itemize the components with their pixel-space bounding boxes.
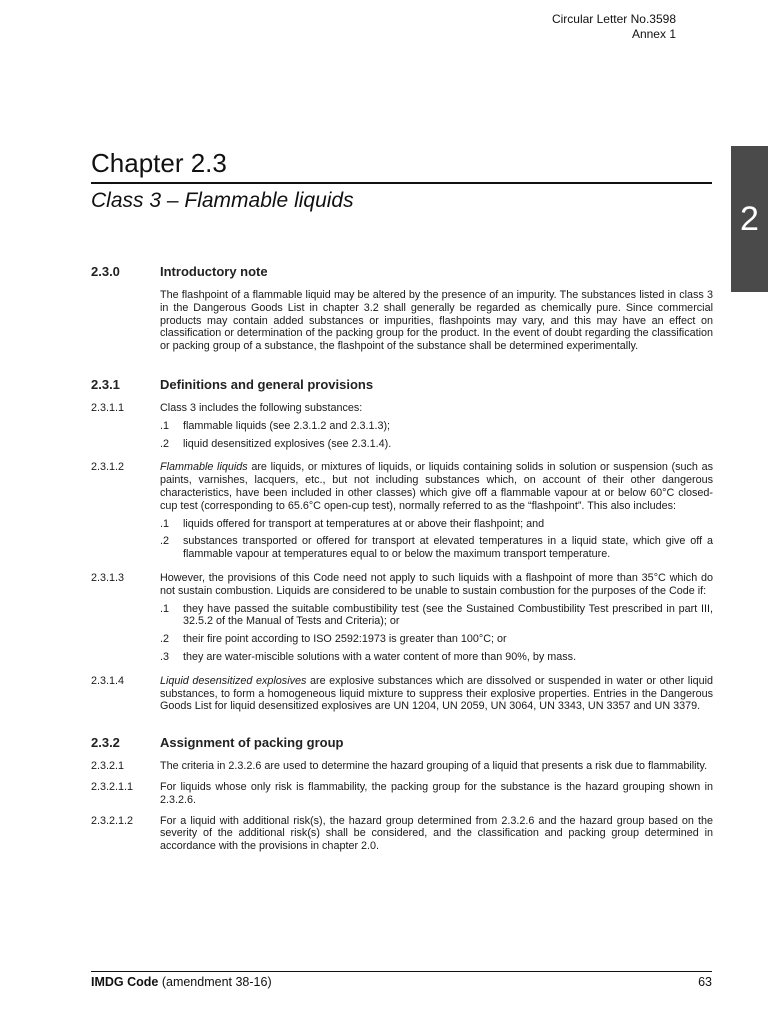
list-item-number: .1	[160, 517, 170, 530]
paragraph-number: 2.3.1.3	[91, 571, 125, 584]
paragraph-text: Liquid desensitized explosives are explosive substances which are dissolved or suspended in water or other liquid substances, to form a homogeneous liquid mixture to suppress their explosive properties. Entries in the Dangerous Goods List for liquid desensitized explosives are UN 1204, UN 2059, UN 3064, UN 3343, UN 3357 and UN 3379.	[160, 674, 714, 713]
footer-amendment: (amendment 38-16)	[158, 975, 272, 989]
paragraph-text: Class 3 includes the following substances:	[160, 401, 363, 414]
list-item	[160, 438, 713, 451]
paragraph-number: 2.3.2.1.2	[91, 814, 134, 827]
list-item-text: substances transported or offered for transport at elevated temperatures in a liquid state, which give off a flammable vapour at temperatures equal to or below the maximum transport temperature.	[183, 535, 713, 561]
defined-term: Liquid desensitized explosives	[160, 674, 307, 687]
paragraph-2-3-1-3	[91, 572, 713, 664]
chapter-title: Chapter 2.3	[91, 148, 227, 178]
paragraph-2-3-1-2	[91, 461, 713, 561]
paragraph-number: 2.3.1.4	[91, 674, 125, 687]
list-item-text: they have passed the suitable combustibility test (see the Sustained Combustibility Test prescribed in part III, 32.5.2 of the Manual of Tests and Criteria); or	[183, 602, 713, 628]
footer-publication	[91, 974, 272, 990]
list-item-text: they are water-miscible solutions with a water content of more than 90%, by mass.	[183, 650, 577, 663]
section-number: 2.3.1	[91, 376, 120, 392]
paragraph-number: 2.3.2.1.1	[91, 780, 134, 793]
paragraph-number: 2.3.1.2	[91, 461, 125, 474]
paragraph-text: For liquids whose only risk is flammability, the packing group for the substance is the hazard grouping shown in 2.3.2.6.	[160, 780, 713, 806]
list-item-text: their fire point according to ISO 2592:1973 is greater than 100°C; or	[183, 633, 507, 646]
list-item	[160, 420, 713, 433]
list-item-text: flammable liquids (see 2.3.1.2 and 2.3.1.3);	[183, 419, 391, 432]
paragraph-text: However, the provisions of this Code need not apply to such liquids with a flashpoint of more than 35°C which do not sustain combustion. Liquids are considered to be unable to sustain combustion for the purposes of the Code if:	[160, 571, 713, 597]
section-title: Introductory note	[160, 264, 268, 279]
paragraph-2-3-2-1	[91, 760, 713, 773]
list-item-number: .1	[160, 602, 170, 615]
list-item	[160, 651, 713, 664]
list-item-text: liquids offered for transport at temperatures at or above their flashpoint; and	[183, 517, 545, 530]
section-heading-2-3-0	[91, 262, 713, 282]
chapter-rule	[91, 182, 712, 184]
list-item	[160, 633, 713, 646]
paragraph-2-3-0	[91, 289, 713, 353]
section-number: 2.3.2	[91, 735, 120, 751]
page-content	[91, 262, 713, 853]
defined-term: Flammable liquids	[160, 461, 248, 474]
paragraph-text: For a liquid with additional risk(s), the hazard group determined from 2.3.2.6 and the hazard group based on the severity of the additional risk(s) shall be considered, and the classification and packing group determined in accordance with the provisions in chapter 2.0.	[160, 814, 713, 853]
list-item-number: .2	[160, 633, 170, 646]
list-item	[160, 603, 713, 629]
list-item	[160, 535, 713, 561]
section-heading-2-3-1	[91, 375, 713, 395]
section-number: 2.3.0	[91, 264, 120, 279]
paragraph-text: The flashpoint of a flammable liquid may be altered by the presence of an impurity. The substances listed in class 3 in the Dangerous Goods List in chapter 3.2 shall generally be regarded as chemically pure. Since commercial products may contain added substances or impurities, flashpoints may vary, and this may have an effect on classification or determination of the packing group for the product. In the event of doubt regarding the classification or packing group of a substance, the flashpoint of the substance shall be determined experimentally.	[160, 289, 713, 353]
paragraph-text: Flammable liquids are liquids, or mixtures of liquids, or liquids containing solids in solution or suspension (such as paints, varnishes, lacquers, etc., but not including substances which, on account of their other dangerous characteristics, have been included in other classes) which give off a flammable vapour at or below 60°C closed-cup test (corresponding to 65.6°C open-cup test), normally referred to as the “flashpoint”. This also includes:	[160, 461, 713, 512]
footer-code: IMDG Code	[91, 975, 159, 989]
circular-letter-label: Circular Letter No.3598	[551, 12, 676, 26]
list-item-number: .2	[160, 535, 170, 548]
chapter-side-tab	[731, 146, 768, 292]
paragraph-2-3-2-1-1	[91, 781, 713, 807]
page-header	[500, 12, 676, 42]
list-item-text: liquid desensitized explosives (see 2.3.1.4).	[183, 437, 392, 450]
footer-rule	[91, 971, 712, 972]
list-item	[160, 518, 713, 531]
paragraph-number: 2.3.2.1	[91, 760, 125, 773]
section-title: Definitions and general provisions	[160, 376, 374, 392]
list-item-number: .1	[160, 419, 170, 432]
paragraph-2-3-1-4	[91, 675, 713, 713]
paragraph-2-3-2-1-2	[91, 815, 713, 853]
paragraph-2-3-1-1	[91, 402, 713, 450]
paragraph-number: 2.3.1.1	[91, 401, 125, 414]
page-number: 63	[698, 975, 712, 989]
chapter-tab-number: 2	[740, 199, 759, 238]
paragraph-text: The criteria in 2.3.2.6 are used to determine the hazard grouping of a liquid that presents a risk due to flammability.	[160, 760, 708, 773]
section-heading-2-3-2	[91, 733, 713, 753]
annex-label: Annex 1	[631, 27, 676, 41]
page-footer	[91, 974, 712, 990]
section-title: Assignment of packing group	[160, 735, 344, 751]
list-item-number: .2	[160, 437, 170, 450]
list-item-number: .3	[160, 650, 170, 663]
chapter-subtitle: Class 3 – Flammable liquids	[91, 189, 354, 212]
